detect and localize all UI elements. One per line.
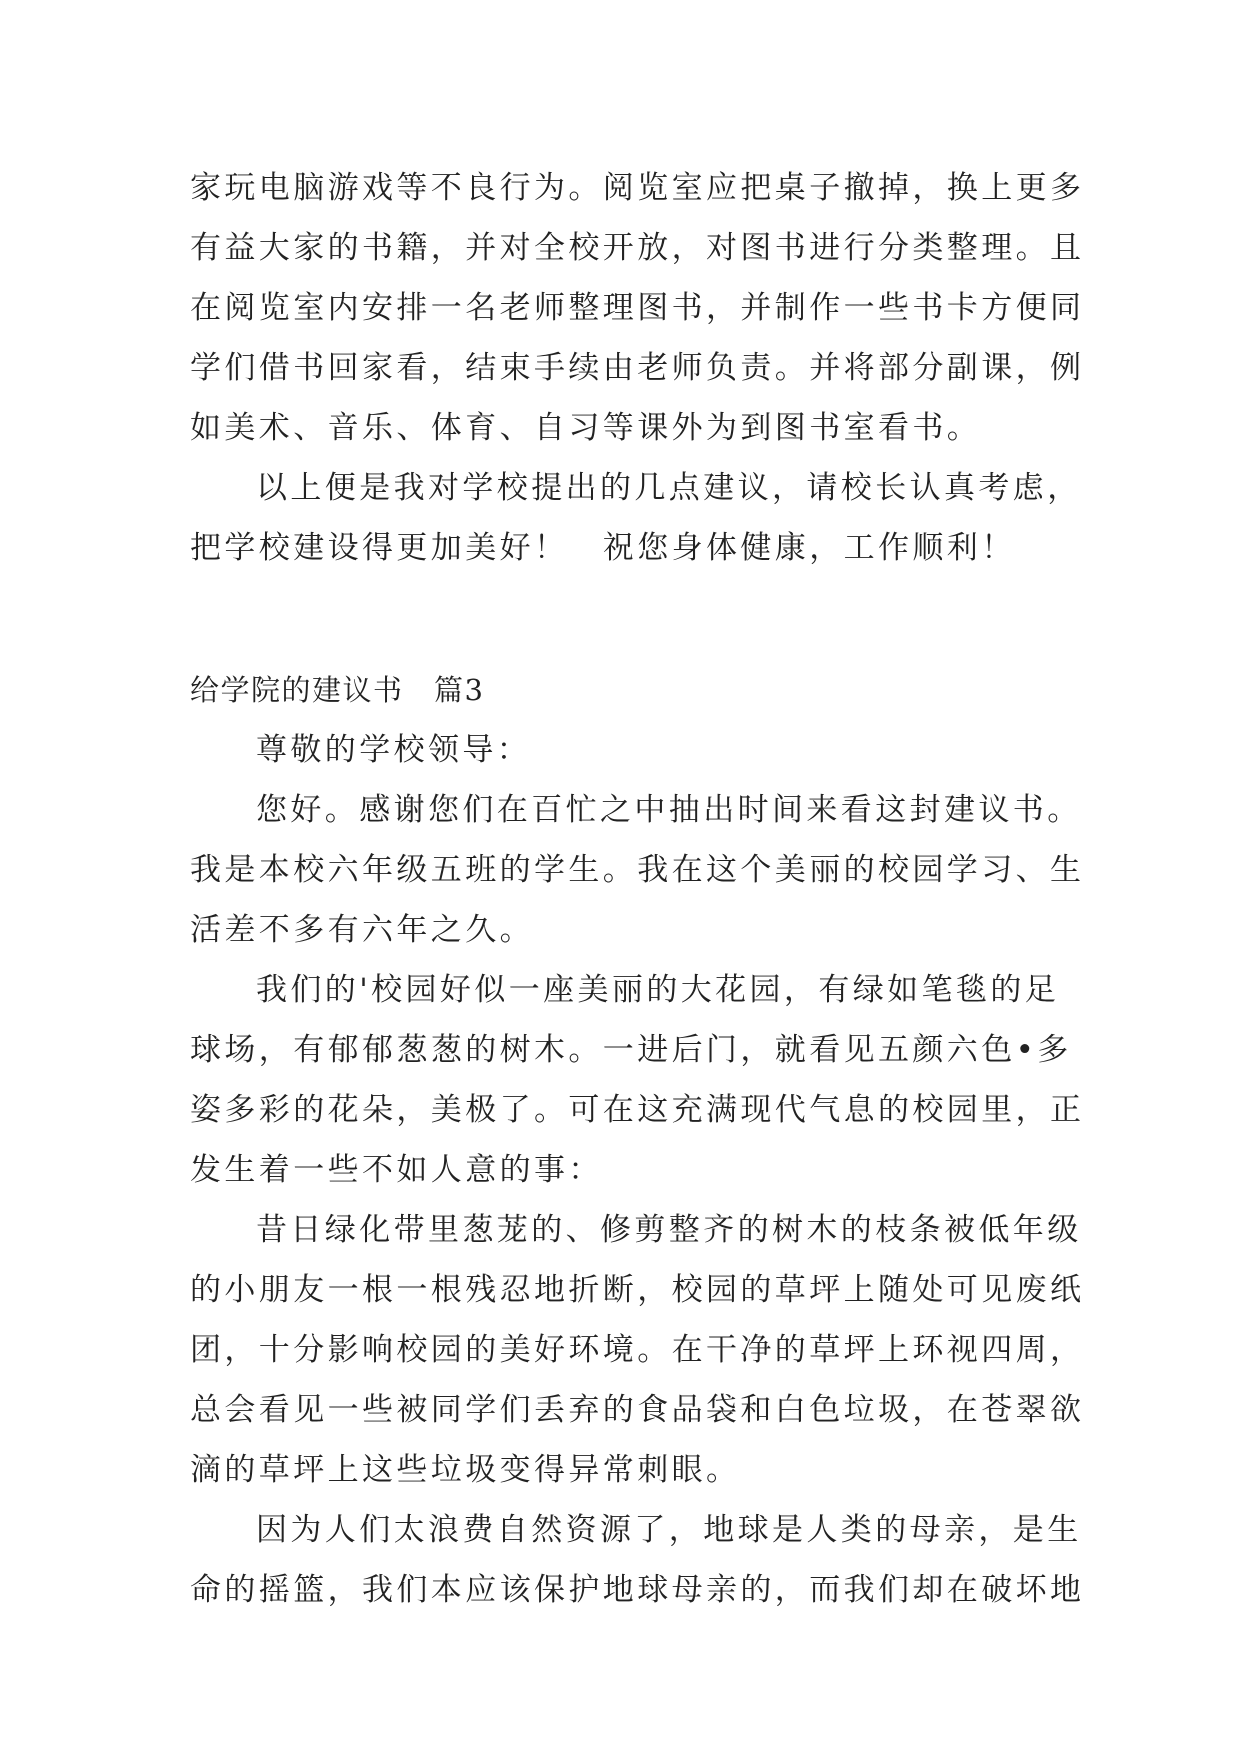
text-line: 家玩电脑游戏等不良行为。阅览室应把桌子撤掉，换上更多 — [190, 170, 1085, 206]
text-line: 有益大家的书籍，并对全校开放，对图书进行分类整理。且 — [190, 230, 1085, 266]
text-line: 因为人们太浪费自然资源了，地球是人类的母亲，是生 — [256, 1512, 1082, 1548]
text-line: 把学校建设得更加美好！ 祝您身体健康，工作顺利！ — [190, 530, 1016, 566]
text-line: 我是本校六年级五班的学生。我在这个美丽的校园学习、生 — [190, 852, 1085, 888]
section-heading: 给学院的建议书 篇3 — [190, 673, 485, 707]
text-line: 昔日绿化带里葱茏的、修剪整齐的树木的枝条被低年级 — [256, 1212, 1082, 1248]
section-gap — [190, 578, 1070, 660]
paragraph-closing — [190, 458, 1082, 578]
text-line: 的小朋友一根一根残忍地折断，校园的草坪上随处可见废纸 — [190, 1272, 1085, 1308]
paragraph-problems — [190, 1200, 1085, 1500]
document-body — [190, 158, 1085, 1620]
text-line: 命的摇篮，我们本应该保护地球母亲的，而我们却在破坏地 — [190, 1572, 1085, 1608]
text-line: 总会看见一些被同学们丢弃的食品袋和白色垃圾，在苍翠欲 — [190, 1392, 1085, 1428]
text-line: 活差不多有六年之久。 — [190, 912, 534, 948]
text-line: 您好。感谢您们在百忙之中抽出时间来看这封建议书。 — [256, 792, 1082, 828]
text-line: 团，十分影响校园的美好环境。在干净的草坪上环视四周， — [190, 1332, 1085, 1368]
paragraph-campus — [190, 960, 1085, 1200]
salutation: 尊敬的学校领导： — [256, 732, 532, 768]
text-line: 姿多彩的花朵，美极了。可在这充满现代气息的校园里，正 — [190, 1092, 1085, 1128]
text-line: 学们借书回家看，结束手续由老师负责。并将部分副课，例 — [190, 350, 1085, 386]
text-line: 在阅览室内安排一名老师整理图书，并制作一些书卡方便同 — [190, 290, 1085, 326]
paragraph-library-suggestion — [190, 158, 1085, 458]
text-line: 滴的草坪上这些垃圾变得异常刺眼。 — [190, 1452, 741, 1488]
paragraph-greeting — [190, 780, 1085, 960]
text-line: 如美术、音乐、体育、自习等课外为到图书室看书。 — [190, 410, 982, 446]
text-line: 发生着一些不如人意的事： — [190, 1152, 603, 1188]
text-line: 以上便是我对学校提出的几点建议，请校长认真考虑， — [256, 470, 1082, 506]
text-line: 球场，有郁郁葱葱的树木。一进后门，就看见五颜六色•多 — [190, 1032, 1072, 1068]
paragraph-resources — [190, 1500, 1085, 1620]
text-line: 我们的'校园好似一座美丽的大花园，有绿如笔毯的足 — [256, 972, 1060, 1008]
